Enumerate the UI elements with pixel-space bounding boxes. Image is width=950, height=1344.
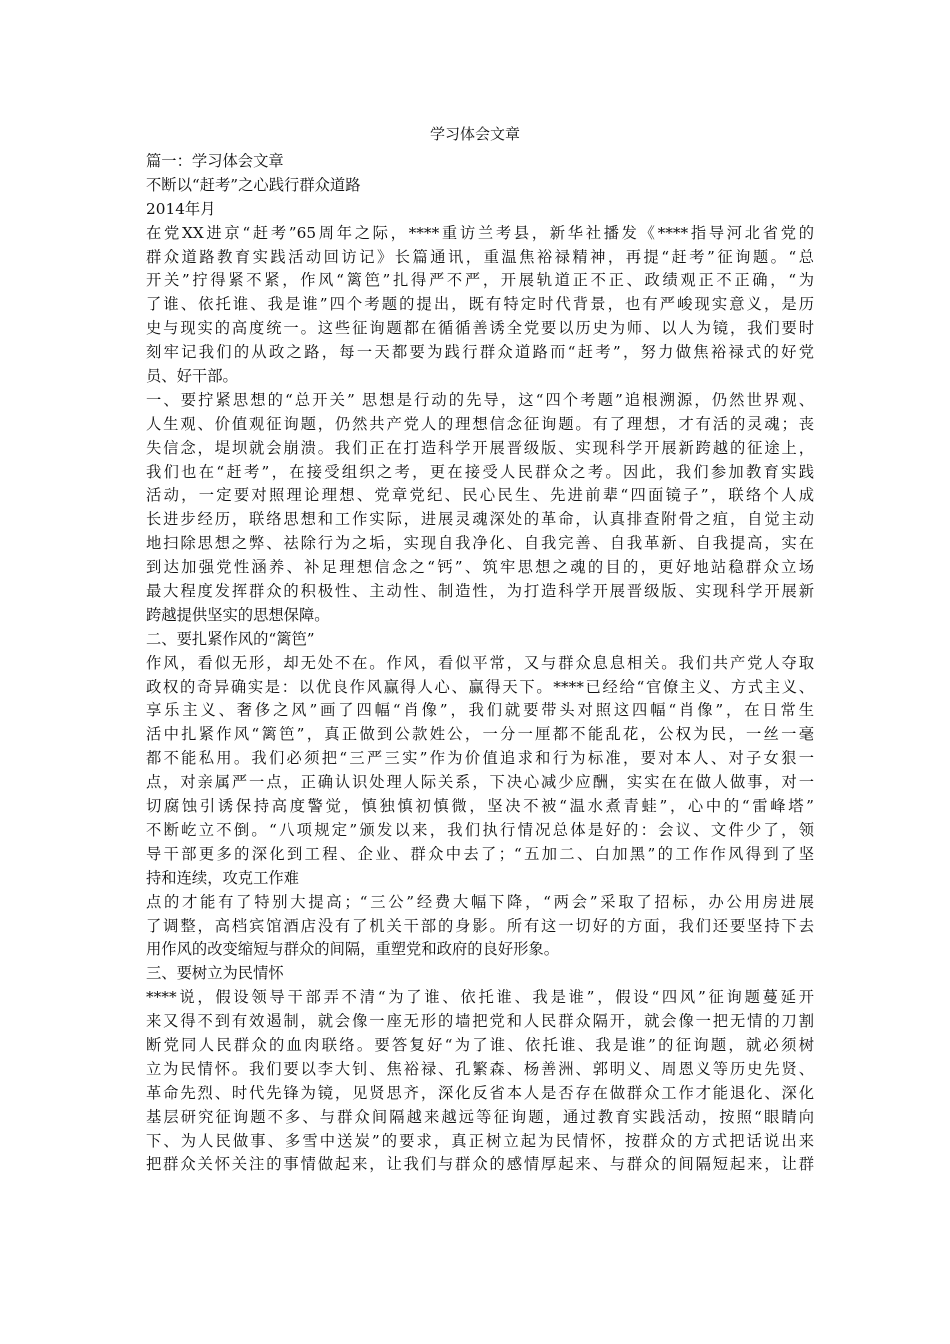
body-line: 在党XX进京“赶考”65周年之际，****重访兰考县，新华社播发《****指导河北省党的 (146, 223, 814, 242)
body-line: 把群众关怀关注的事情做起来，让我们与群众的感情厚起来、与群众的间隔短起来，让群 (146, 1155, 814, 1174)
body-line: 点的才能有了特别大提高；“三公”经费大幅下降，“两会”采取了招标，办公用房进展 (146, 892, 814, 911)
body-line: 开关”拧得紧不紧，作风“篱笆”扎得严不严，开展轨道正不正、政绩观正不正确，“为 (146, 271, 814, 290)
body-line: 史与现实的高度统一。这些征询题都在循循善诱全党要以历史为师、以人为镜，我们要时 (146, 319, 814, 338)
body-line: 跨越提供坚实的思想保障。 (146, 605, 330, 624)
body-line: 都不能私用。我们必须把“三严三实”作为价值追求和行为标准，要对本人、对子女狠一 (146, 749, 814, 768)
body-line: 活动，一定要对照理论理想、党章党纪、民心民生、先进前辈“四面镜子”，联络个人成 (146, 486, 814, 505)
body-line: 刻牢记我们的从政之路，每一天都要为践行群众道路而“赶考”，努力做焦裕禄式的好党 (146, 343, 814, 362)
body-line: 人生观、价值观征询题，仍然共产党人的理想信念征询题。有了理想，才有活的灵魂；丧 (146, 414, 814, 433)
body-line: 2014年月 (146, 199, 216, 218)
body-line: 不断以“赶考”之心践行群众道路 (146, 175, 361, 194)
document-title: 学习体会文章 (429, 125, 520, 143)
body-line: ****说，假设领导干部弄不清“为了谁、依托谁、我是谁”，假设“四风”征询题蔓延开 (146, 988, 814, 1007)
body-line: 了谁、依托谁、我是谁”四个考题的提出，既有特定时代背景，也有严峻现实意义，是历 (146, 295, 814, 314)
body-line: 长进步经历，联络思想和工作实际，进展灵魂深处的革命，认真排查附骨之疽，自觉主动 (146, 510, 814, 529)
body-line: 导干部更多的深化到工程、企业、群众中去了；“五加二、白加黑”的工作作风得到了坚 (146, 844, 814, 863)
body-line: 点，对亲属严一点，正确认识处理人际关系，下决心减少应酬，实实在在做人做事，对一 (146, 773, 814, 792)
body-line: 政权的奇异确实是：以优良作风赢得人心、赢得天下。****已经给“官僚主义、方式主义、 (146, 677, 814, 696)
body-line: 活中扎紧作风“篱笆”，真正做到公款姓公，一分一厘都不能乱花，公权为民，一丝一毫 (146, 725, 814, 744)
body-line: 享乐主义、奢侈之风”画了四幅“肖像”，我们就要带头对照这四幅“肖像”，在日常生 (146, 701, 814, 720)
body-line: 到达加强党性涵养、补足理想信念之“钙”、筑牢思想之魂的目的，更好地站稳群众立场 (146, 558, 814, 577)
body-line: 作风，看似无形，却无处不在。作风，看似平常，又与群众息息相关。我们共产党人夺取 (146, 653, 814, 672)
body-line: 最大程度发挥群众的积极性、主动性、制造性，为打造科学开展晋级版、实现科学开展新 (146, 582, 814, 601)
body-line: 失信念，堤坝就会崩溃。我们正在打造科学开展晋级版、实现科学开展新跨越的征途上， (146, 438, 814, 457)
body-line: 不断屹立不倒。“八项规定”颁发以来，我们执行情况总体是好的：会议、文件少了，领 (146, 820, 814, 839)
body-line: 二、要扎紧作风的“篱笆” (146, 629, 315, 648)
body-line: 一、要拧紧思想的“总开关” 思想是行动的先导，这“四个考题”追根溯源，仍然世界观、 (146, 390, 814, 409)
body-line: 三、要树立为民情怀 (146, 964, 284, 983)
body-line: 篇一：学习体会文章 (146, 152, 284, 170)
body-line: 立为民情怀。我们要以李大钊、焦裕禄、孔繁森、杨善洲、郭明义、周恩义等历史先贤、 (146, 1059, 814, 1078)
document-body (146, 150, 814, 1177)
body-line: 了调整，高档宾馆酒店没有了机关干部的身影。所有这一切好的方面，我们还要坚持下去 (146, 916, 814, 935)
body-line: 我们也在“赶考”，在接受组织之考，更在接受人民群众之考。因此，我们参加教育实践 (146, 462, 814, 481)
body-line: 地扫除思想之弊、祛除行为之垢，实现自我净化、自我完善、自我革新、自我提高，实在 (146, 534, 814, 553)
body-line: 持和连续，攻克工作难 (146, 868, 299, 887)
body-line: 来又得不到有效遏制，就会像一座无形的墙把党和人民群众隔开，就会像一把无情的刀割 (146, 1012, 814, 1031)
body-line: 群众道路教育实践活动回访记》长篇通讯，重温焦裕禄精神，再提“赶考”征询题。“总 (146, 247, 814, 266)
body-line: 基层研究征询题不多、与群众间隔越来越远等征询题，通过教育实践活动，按照“眼睛向 (146, 1107, 814, 1126)
body-line: 下、为人民做事、多雪中送炭”的要求，真正树立起为民情怀，按群众的方式把话说出来 (146, 1131, 814, 1150)
body-line: 用作风的改变缩短与群众的间隔，重塑党和政府的良好形象。 (146, 940, 560, 959)
body-line: 员、好干部。 (146, 367, 238, 386)
body-line: 切腐蚀引诱保持高度警觉，慎独慎初慎微，坚决不被“温水煮青蛙”，心中的“雷峰塔” (146, 797, 814, 816)
body-line: 革命先烈、时代先锋为镜，见贤思齐，深化反省本人是否存在做群众工作才能退化、深化 (146, 1083, 814, 1102)
body-line: 断党同人民群众的血肉联络。要答复好“为了谁、依托谁、我是谁”的征询题，就必须树 (146, 1035, 814, 1054)
